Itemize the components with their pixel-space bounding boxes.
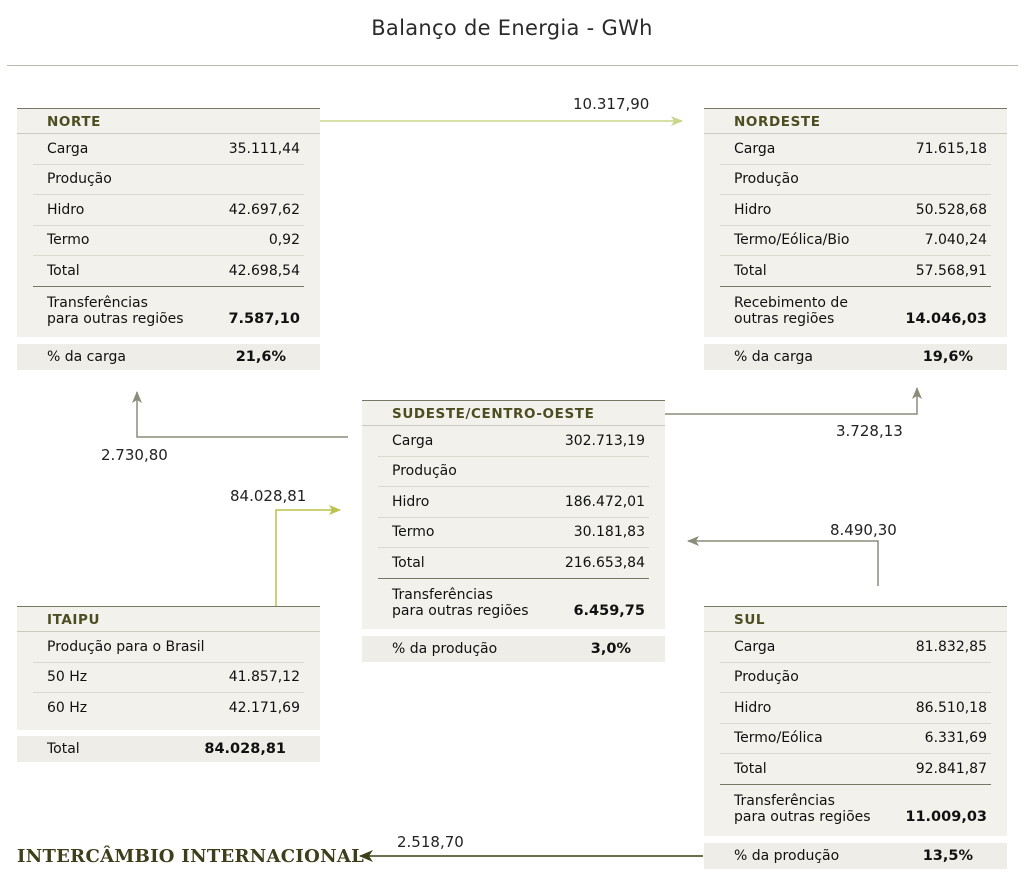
sudeste-producao-label: Produção — [392, 463, 457, 480]
itaipu-50hz-row — [33, 663, 304, 694]
nordeste-hidro-row — [720, 195, 991, 226]
sul-carga-value: 81.832,85 — [915, 638, 987, 655]
nordeste-total-label: Total — [734, 262, 767, 279]
nordeste-receive-row — [704, 287, 1007, 333]
norte-total-label: Total — [47, 262, 80, 279]
sudeste-total-value: 216.653,84 — [564, 554, 645, 571]
sul-hidro-label: Hidro — [734, 699, 772, 716]
sudeste-hidro-value: 186.472,01 — [564, 493, 645, 510]
diagram-title: Balanço de Energia - GWh — [371, 16, 653, 40]
sul-hidro-value: 86.510,18 — [915, 699, 987, 716]
norte-termo-label: Termo — [47, 232, 90, 249]
sul-pct-row — [704, 843, 1007, 869]
sudeste-carga-label: Carga — [392, 432, 434, 449]
norte-pct-label: % da carga — [47, 349, 126, 365]
sudeste-transfer-row — [362, 579, 665, 625]
nordeste-termo-row — [720, 226, 991, 257]
panel-nordeste-title: NORDESTE — [704, 108, 1007, 134]
sudeste-transfer-label-2: para outras regiões — [392, 602, 529, 619]
sul-carga-row — [720, 632, 991, 663]
panel-sudeste-title: SUDESTE/CENTRO-OESTE — [362, 400, 665, 426]
panel-nordeste — [704, 108, 1007, 337]
norte-transfer-label-1: Transferências — [47, 294, 148, 311]
sudeste-termo-label: Termo — [392, 524, 435, 541]
nordeste-receive-label-2: outras regiões — [734, 310, 835, 327]
sul-termo-label: Termo/Eólica — [734, 730, 823, 747]
flow-sul-sudeste-value: 8.490,30 — [830, 521, 897, 539]
norte-pct-value: 21,6% — [235, 349, 286, 365]
sul-termo-value: 6.331,69 — [924, 730, 987, 747]
nordeste-termo-label: Termo/Eólica/Bio — [734, 232, 850, 249]
itaipu-producao-row — [33, 632, 304, 663]
norte-total-row — [33, 256, 304, 287]
sul-producao-row — [720, 663, 991, 694]
itaipu-total-row — [17, 736, 320, 762]
itaipu-60hz-row — [33, 693, 304, 724]
sudeste-hidro-label: Hidro — [392, 493, 430, 510]
sudeste-transfer-label-1: Transferências — [392, 586, 493, 603]
sul-total-label: Total — [734, 760, 767, 777]
nordeste-total-row — [720, 256, 991, 287]
panel-norte-title: NORTE — [17, 108, 320, 134]
sudeste-pct-value: 3,0% — [590, 641, 631, 657]
nordeste-termo-value: 7.040,24 — [924, 232, 987, 249]
sul-transfer-row — [704, 785, 1007, 831]
norte-carga-label: Carga — [47, 140, 89, 157]
nordeste-carga-label: Carga — [734, 140, 776, 157]
itaipu-total-label: Total — [47, 741, 80, 757]
norte-producao-label: Produção — [47, 171, 112, 188]
sul-total-value: 92.841,87 — [915, 760, 987, 777]
panel-itaipu — [17, 606, 320, 730]
panel-sul-title: SUL — [704, 606, 1007, 632]
sudeste-pct-label: % da produção — [392, 641, 498, 657]
norte-transfer-row — [17, 287, 320, 333]
itaipu-50hz-label: 50 Hz — [47, 669, 88, 686]
panel-sul — [704, 606, 1007, 836]
sul-producao-label: Produção — [734, 669, 799, 686]
nordeste-producao-label: Produção — [734, 171, 799, 188]
itaipu-producao-label: Produção para o Brasil — [47, 638, 205, 655]
sudeste-total-label: Total — [392, 554, 425, 571]
itaipu-60hz-label: 60 Hz — [47, 700, 88, 717]
nordeste-carga-value: 71.615,18 — [915, 140, 987, 157]
sudeste-termo-row — [378, 518, 649, 549]
arrow-sudeste-nordeste — [665, 388, 917, 414]
nordeste-total-value: 57.568,91 — [915, 262, 987, 279]
norte-carga-row — [33, 134, 304, 165]
sul-carga-label: Carga — [734, 638, 776, 655]
intercambio-internacional-label: INTERCÂMBIO INTERNACIONAL — [17, 846, 365, 867]
flow-sudeste-nordeste-value: 3.728,13 — [836, 422, 903, 440]
nordeste-pct-row — [704, 344, 1007, 370]
norte-transfer-label-2: para outras regiões — [47, 310, 184, 327]
sudeste-termo-value: 30.181,83 — [573, 524, 645, 541]
nordeste-hidro-label: Hidro — [734, 201, 772, 218]
flow-itaipu-sudeste-value: 84.028,81 — [230, 487, 307, 505]
sul-transfer-label-1: Transferências — [734, 792, 835, 809]
sudeste-carga-value: 302.713,19 — [564, 432, 645, 449]
panel-sudeste — [362, 400, 665, 629]
panel-norte — [17, 108, 320, 337]
itaipu-50hz-value: 41.857,12 — [228, 669, 300, 686]
nordeste-producao-row — [720, 165, 991, 196]
sul-hidro-row — [720, 693, 991, 724]
sudeste-producao-row — [378, 457, 649, 488]
sudeste-pct-row — [362, 636, 665, 662]
norte-carga-value: 35.111,44 — [228, 140, 300, 157]
sul-termo-row — [720, 724, 991, 755]
arrow-sudeste-norte — [137, 392, 348, 437]
norte-pct-row — [17, 344, 320, 370]
norte-termo-value: 0,92 — [268, 232, 300, 249]
arrow-sul-sudeste — [688, 541, 878, 586]
panel-itaipu-title: ITAIPU — [17, 606, 320, 632]
flow-sul-internacional-value: 2.518,70 — [397, 833, 464, 851]
sul-transfer-label-2: para outras regiões — [734, 808, 871, 825]
sudeste-carga-row — [378, 426, 649, 457]
flow-norte-nordeste-value: 10.317,90 — [573, 95, 650, 113]
sul-pct-label: % da produção — [734, 848, 840, 864]
nordeste-pct-value: 19,6% — [922, 349, 973, 365]
nordeste-receive-label-1: Recebimento de — [734, 294, 848, 311]
norte-total-value: 42.698,54 — [228, 262, 300, 279]
norte-hidro-value: 42.697,62 — [228, 201, 300, 218]
nordeste-pct-label: % da carga — [734, 349, 813, 365]
norte-producao-row — [33, 165, 304, 196]
norte-termo-row — [33, 226, 304, 257]
sul-total-row — [720, 754, 991, 785]
flow-sudeste-norte-value: 2.730,80 — [101, 446, 168, 464]
nordeste-carga-row — [720, 134, 991, 165]
sul-pct-value: 13,5% — [922, 848, 973, 864]
sudeste-total-row — [378, 548, 649, 579]
sul-transfer-value: 11.009,03 — [905, 808, 987, 825]
nordeste-receive-value: 14.046,03 — [905, 310, 987, 327]
norte-transfer-value: 7.587,10 — [228, 310, 300, 327]
norte-hidro-label: Hidro — [47, 201, 85, 218]
arrow-itaipu-sudeste — [276, 510, 340, 606]
itaipu-total-value: 84.028,81 — [204, 741, 286, 757]
sudeste-transfer-value: 6.459,75 — [573, 602, 645, 619]
nordeste-hidro-value: 50.528,68 — [915, 201, 987, 218]
itaipu-60hz-value: 42.171,69 — [228, 700, 300, 717]
sudeste-hidro-row — [378, 487, 649, 518]
norte-hidro-row — [33, 195, 304, 226]
